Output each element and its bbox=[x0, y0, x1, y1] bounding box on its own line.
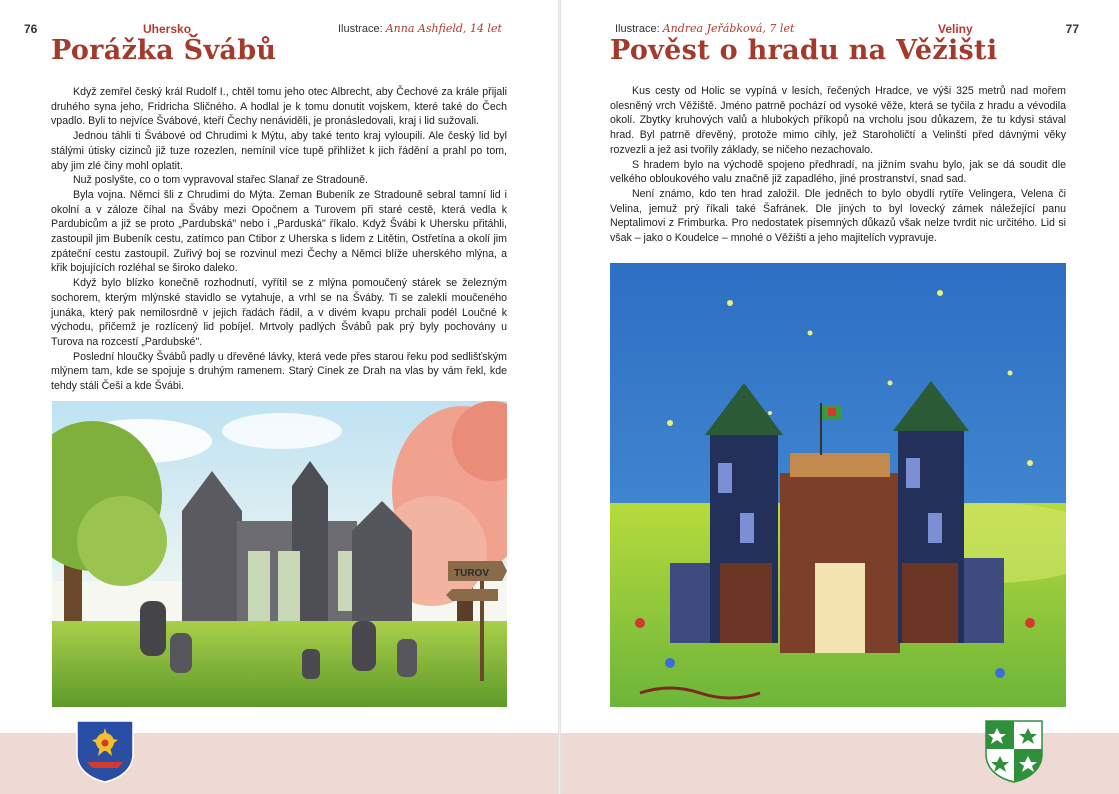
page-title: Pověst o hradu na Věžišti bbox=[610, 35, 998, 66]
credit-label: Ilustrace: bbox=[338, 23, 383, 35]
paragraph: Když bylo blízko konečně rozhodnutí, vyřítil se z mlýna pomoučený stárek se železným sochorem, kterým mlýnské stavidlo se vytahuje, a vrhl se na Šváby. Ti se zalekli moučeného junáka, který pak nemilosrdně v jejich řadách řádil, a v divém kvapu prchali podél Loučné k východu, přičemž je rozlícený lid pobíjel. Mrtvoly padlých Švábů pak prý byly pochovány u Turova na rozcestí „Pardubské". bbox=[51, 277, 507, 348]
story-text bbox=[610, 84, 1066, 246]
right-page bbox=[561, 0, 1119, 794]
illustration-credit bbox=[338, 22, 502, 35]
paragraph: Když zemřel český král Rudolf I., chtěl tomu jeho otec Albrecht, aby Čechové za krále přijali druhého syna jeho, Fridricha Sličného. A hodlal je k tomu donutit vojskem, které také do Čech vpadlo. Byli to nejvíce Švábové, kteří Čechy nenáviděli, je pronásledovali, kraj i lid sužovali. bbox=[51, 86, 507, 128]
town-name: Uhersko bbox=[143, 22, 192, 36]
watercolor-illustration bbox=[52, 401, 507, 707]
castle-painting-illustration bbox=[610, 263, 1066, 707]
credit-label: Ilustrace: bbox=[615, 23, 660, 35]
credit-author: Anna Ashfield, 14 let bbox=[385, 22, 502, 35]
page-number: 77 bbox=[1065, 22, 1079, 36]
paragraph: Není známo, kdo ten hrad založil. Dle jedněch to bylo obydlí rytíře Velingera, Velena či Velina, jemuž prý říkali také Šafránek. Dle jiných to byl lovecký zámek náležející panu Neptalimovi z Frimburka. Pro nedostatek písemných důkazů však nelze tvrdit nic určitého. Lid si však – jako o Koudelce – mnohé o Věžišti a jeho majitelích vypravuje. bbox=[610, 187, 1066, 245]
story-text bbox=[51, 85, 507, 394]
page-title: Porážka Švábů bbox=[51, 35, 277, 66]
page-number: 76 bbox=[24, 22, 38, 36]
paragraph: Kus cesty od Holic se vypíná v lesích, řečených Hradce, ve výši 325 metrů nad mořem olesněný vrch Věžiště. Jméno patrně pochází od vysoké věže, která se tyčila z hradu a vévodila okolí. Zbytky kruhových valů a hlubokých příkopů na vrcholu jsou důkazem, že tu kdysi stával hrad. Byl patrně dřevěný, protože mimo cihly, jež Staroholičtí a Velinští před dávnými věky rozvezli a jež asi tvořily základy, se ničeho nezachovalo. bbox=[610, 85, 1066, 156]
left-page bbox=[0, 0, 558, 794]
credit-author: Andrea Jeřábková, 7 let bbox=[662, 22, 795, 35]
town-name: Veliny bbox=[938, 22, 973, 36]
sign-text: TUROV bbox=[454, 568, 489, 579]
uhersko-coat-of-arms-icon bbox=[74, 718, 136, 784]
paragraph: Jednou táhli ti Švábové od Chrudimi k Mýtu, aby také tento kraj vyloupili. Ale český lid byl stálými útisky cizinců již tuze rozezlen, nemínil více tupě přihlížet k jich řádění a prahl po tom, aby jim zlé činy mohl oplatit. bbox=[51, 130, 507, 172]
paragraph: Poslední hloučky Švábů padly u dřevěné lávky, která vede přes starou řeku pod sedlišťským mlýnem tam, kde se spojuje s druhým ramenem. Starý Cinek ze Drah na vlas by vám řekl, kde tehdy stáli Češi a kde Švábi. bbox=[51, 350, 507, 393]
illustration-credit bbox=[615, 22, 794, 35]
paragraph: S hradem bylo na východě spojeno předhradí, na jižním svahu bylo, jak se dá soudit dle velkého obloukového valu značně již zapadlého, jiné prostranství, snad sad. bbox=[610, 158, 1066, 186]
paragraph: Nuž poslyšte, co o tom vypravoval stařec Slanař ze Stradouně. bbox=[73, 174, 369, 187]
paragraph: Byla vojna. Němci šli z Chrudimi do Mýta. Zeman Bubeník ze Stradouně sebral tamní lid i okolní a v záloze číhal na Šváby mezi Opočnem a Turovem při staré cestě, která vedla k Pardubicům a již se proto „Pardubská" nebo i „Parduská" říkalo. Když Švábi k Uhersku přitáhli, zastoupil jim Bubeník cestu, zatímco pan Ctibor z Uherska s lidem z Litětin, Ostřetína a okolí jim zpáteční cestu zastoupil. Zuřivý boj se rozvinul mezi Čechy a Němci blíže uherského mlýna, a křik bojujících rozléhal se široko daleko. bbox=[51, 188, 507, 275]
veliny-coat-of-arms-icon bbox=[983, 718, 1045, 784]
